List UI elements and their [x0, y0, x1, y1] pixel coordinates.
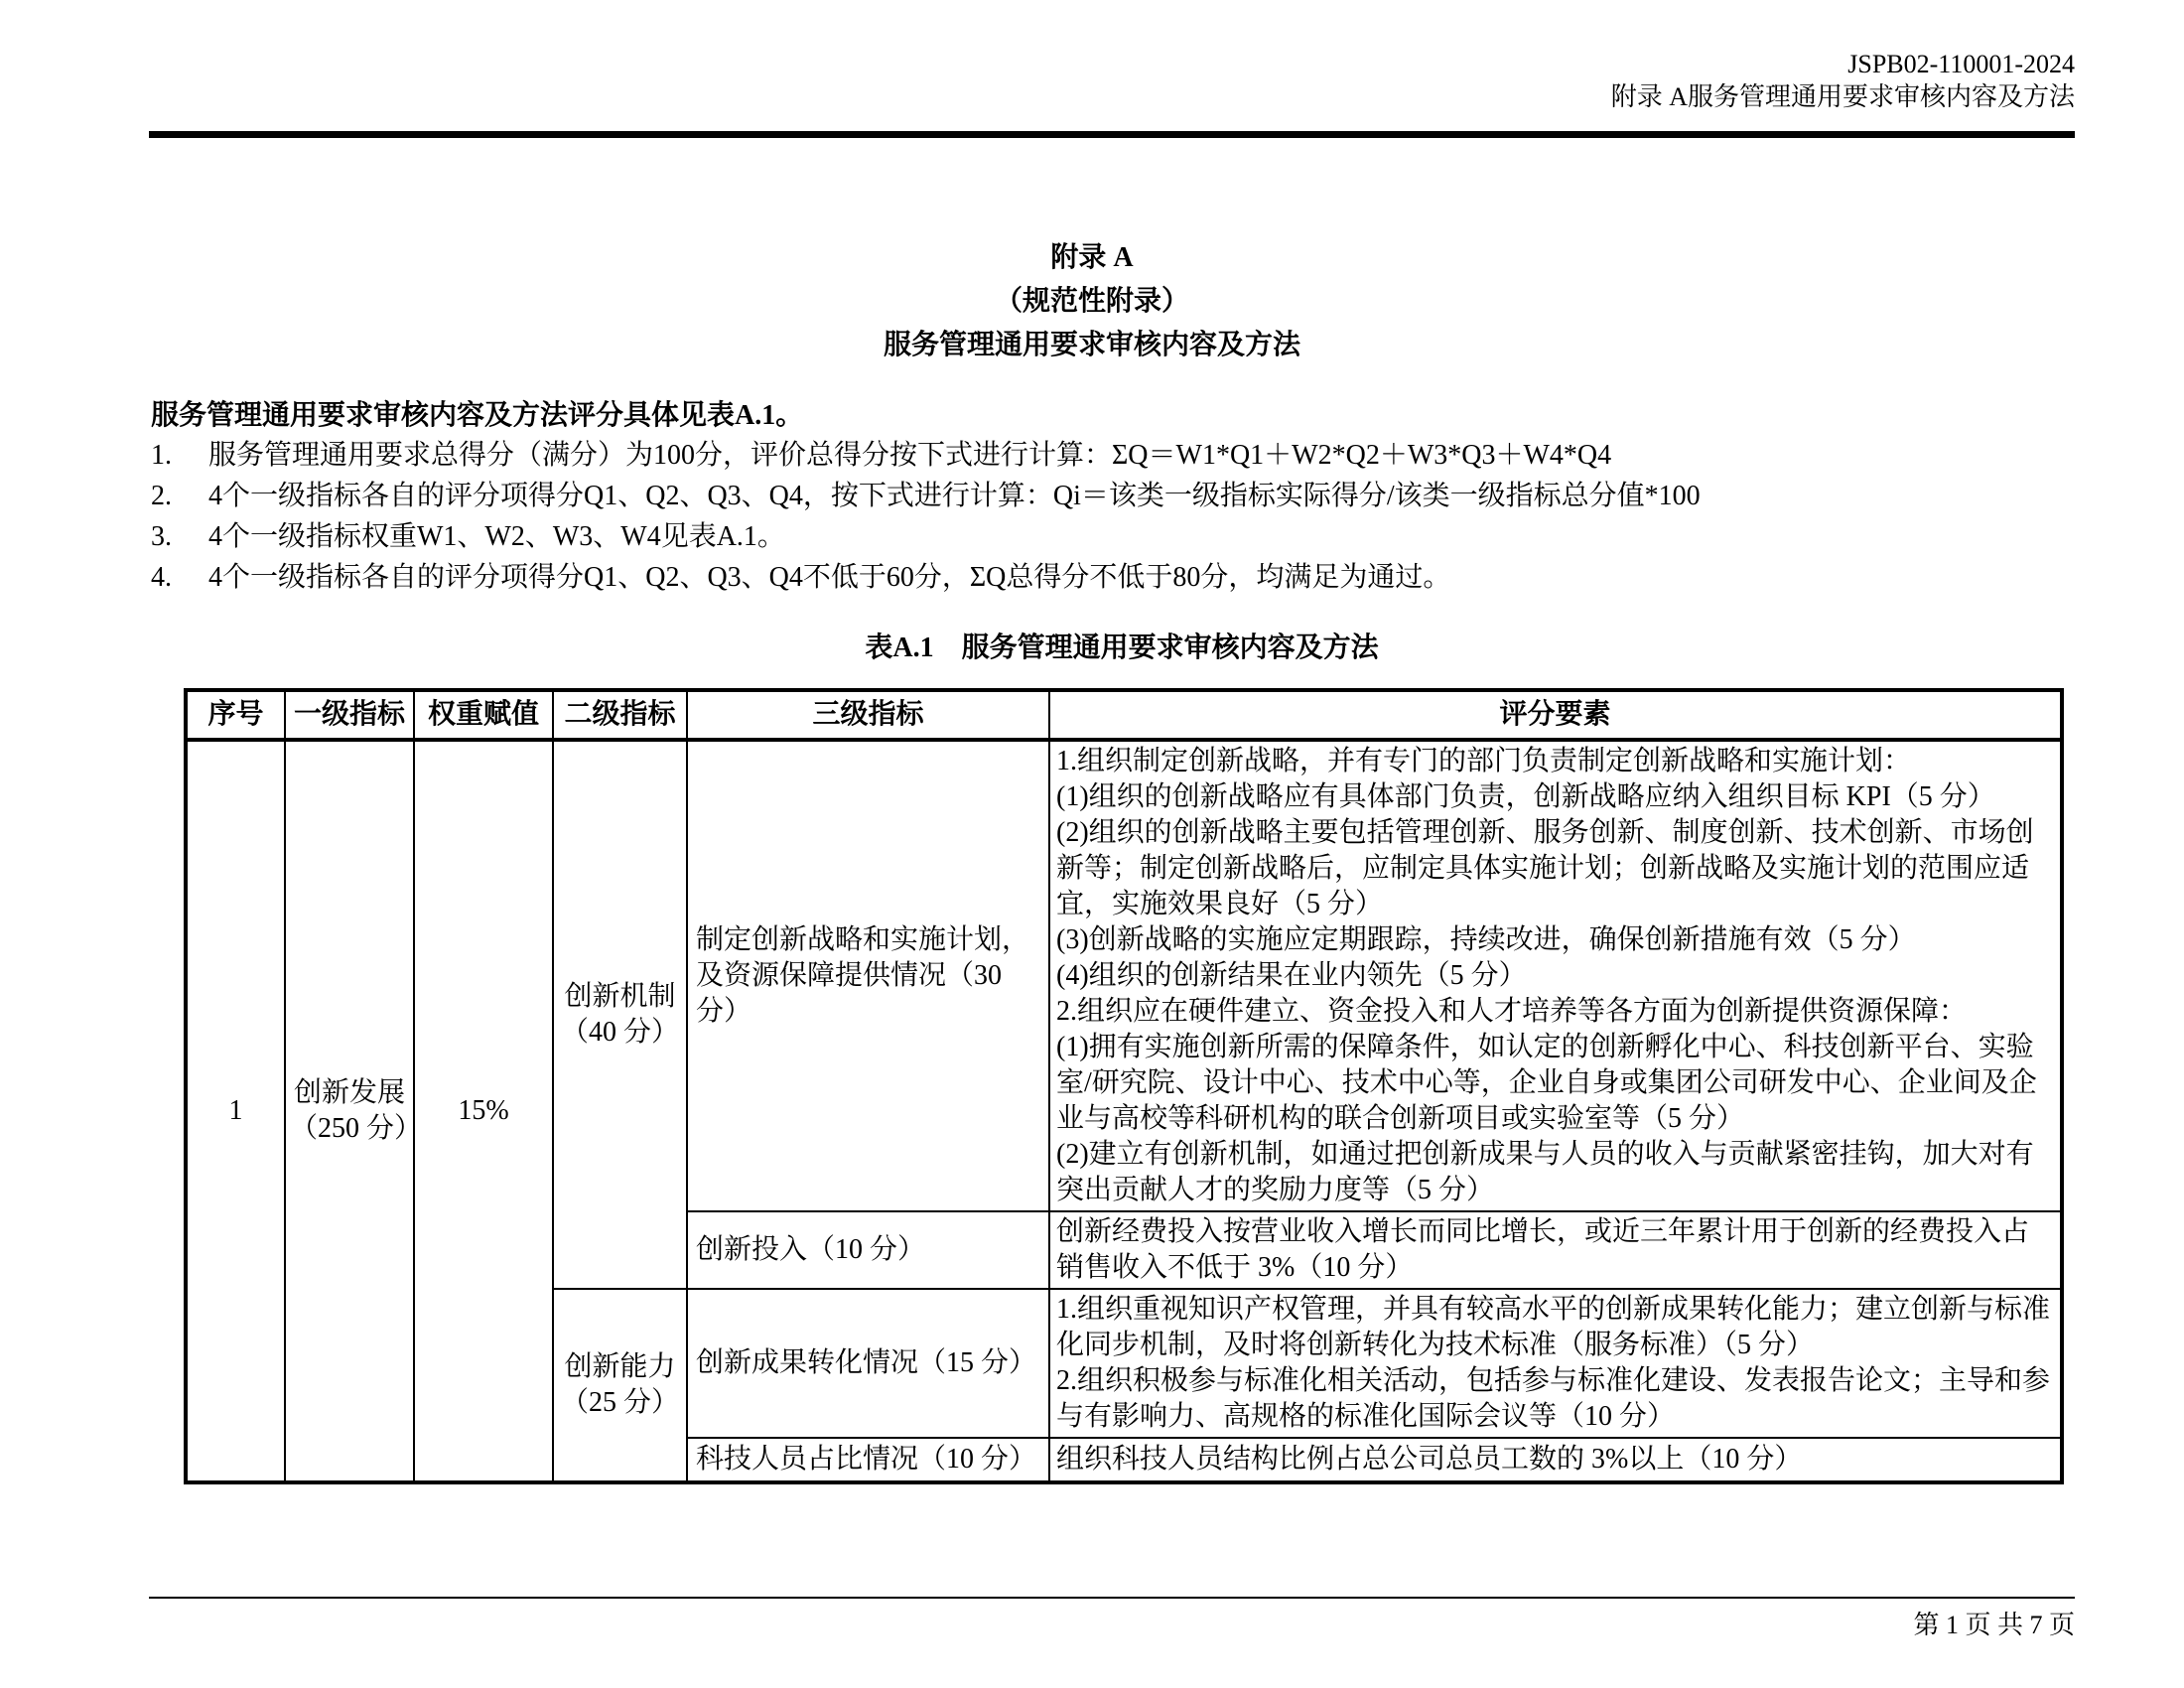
criteria-item: (1)组织的创新战略应有具体部门负责，创新战略应纳入组织目标 KPI（5 分）	[1056, 781, 1995, 812]
intro-paragraph: 服务管理通用要求审核内容及方法评分具体见表A.1。	[151, 400, 804, 431]
cell-criteria	[1049, 1211, 2062, 1289]
list-item-number: 4.	[151, 562, 172, 593]
cell-criteria	[1049, 1438, 2062, 1482]
criteria-item: 2.组织积极参与标准化相关活动，包括参与标准化建设、发表报告论文；主导和参与有影响力、高规格的标准化国际会议等（10 分）	[1056, 1365, 2051, 1432]
criteria-item: (3)创新战略的实施应定期跟踪，持续改进，确保创新措施有效（5 分）	[1056, 924, 1916, 955]
doc-number: JSPB02-110001-2024	[1847, 50, 2075, 78]
cell-level3: 创新投入（10 分）	[687, 1211, 1049, 1289]
list-item-number: 2.	[151, 481, 172, 511]
cell-level2-innovation-mechanism: 创新机制（40 分）	[553, 740, 687, 1289]
column-header-seq: 序号	[186, 690, 285, 740]
cell-level1: 创新发展（250 分）	[285, 740, 414, 1482]
doc-header	[1611, 48, 2075, 113]
table-caption: 表A.1 服务管理通用要求审核内容及方法	[865, 633, 1379, 663]
title-line-1: 附录 A	[1050, 242, 1134, 273]
list-item-text: 4个一级指标权重W1、W2、W3、W4见表A.1。	[208, 521, 785, 552]
cell-seq: 1	[186, 740, 285, 1482]
criteria-item: (4)组织的创新结果在业内领先（5 分）	[1056, 960, 1527, 991]
criteria-item: 1.组织重视知识产权管理，并具有较高水平的创新成果转化能力；建立创新与标准化同步机制，及时将创新转化为技术标准（服务标准）（5 分）	[1056, 1294, 2051, 1360]
header-rule	[149, 131, 2075, 138]
column-header-level2: 二级指标	[553, 690, 687, 740]
criteria-item: (1)拥有实施创新所需的保障条件，如认定的创新孵化中心、科技创新平台、实验室/研究院、设计中心、技术中心等，企业自身或集团公司研发中心、企业间及企业与高校等科研机构的联合创新项目或实验室等（5 分）	[1056, 1032, 2037, 1134]
list-item-text: 服务管理通用要求总得分（满分）为100分，评价总得分按下式进行计算：ΣQ＝W1*Q1＋W2*Q2＋W3*Q3＋W4*Q4	[208, 440, 1612, 471]
list-item-number: 3.	[151, 521, 172, 552]
doc-header-title: 附录 A服务管理通用要求审核内容及方法	[1610, 82, 2075, 111]
footer-rule	[149, 1597, 2075, 1599]
title-line-3: 服务管理通用要求审核内容及方法	[883, 330, 1300, 360]
list-item	[151, 516, 2075, 557]
criteria-item: (2)组织的创新战略主要包括管理创新、服务创新、制度创新、技术创新、市场创新等；制定创新战略后，应制定具体实施计划；创新战略及实施计划的范围应适宜，实施效果良好（5 分）	[1056, 817, 2034, 919]
cell-criteria	[1049, 740, 2062, 1211]
cell-level3: 科技人员占比情况（10 分）	[687, 1438, 1049, 1482]
list-item	[151, 476, 2075, 516]
criteria-item: 创新经费投入按营业收入增长而同比增长，或近三年累计用于创新的经费投入占销售收入不低于 3%（10 分）	[1056, 1216, 2030, 1283]
list-item	[151, 557, 2075, 598]
cell-criteria	[1049, 1289, 2062, 1438]
appendix-title	[0, 236, 2184, 367]
criteria-item: (2)建立有创新机制，如通过把创新成果与人员的收入与贡献紧密挂钩，加大对有突出贡献人才的奖励力度等（5 分）	[1056, 1139, 2034, 1205]
column-header-weight: 权重赋值	[414, 690, 553, 740]
list-item-text: 4个一级指标各自的评分项得分Q1、Q2、Q3、Q4，按下式进行计算：Qi＝该类一级指标实际得分/该类一级指标总分值*100	[208, 481, 1701, 511]
cell-level2-innovation-capability: 创新能力（25 分）	[553, 1289, 687, 1482]
list-item-text: 4个一级指标各自的评分项得分Q1、Q2、Q3、Q4不低于60分，ΣQ总得分不低于80分，均满足为通过。	[208, 562, 1451, 593]
title-line-2: （规范性附录）	[994, 286, 1189, 317]
column-header-criteria: 评分要素	[1049, 690, 2062, 740]
notes-list	[151, 435, 2075, 598]
criteria-item: 组织科技人员结构比例占总公司总员工数的 3%以上（10 分）	[1056, 1444, 1803, 1475]
criteria-item: 1.组织制定创新战略，并有专门的部门负责制定创新战略和实施计划：	[1056, 746, 1912, 776]
cell-weight: 15%	[414, 740, 553, 1482]
column-header-level3: 三级指标	[687, 690, 1049, 740]
cell-level3: 创新成果转化情况（15 分）	[687, 1289, 1049, 1438]
table-header-row	[186, 690, 2062, 740]
page-indicator: 第 1 页 共 7 页	[1913, 1611, 2075, 1639]
list-item-number: 1.	[151, 440, 172, 471]
criteria-item: 2.组织应在硬件建立、资金投入和人才培养等各方面为创新提供资源保障：	[1056, 996, 1968, 1027]
review-table	[184, 688, 2064, 1484]
list-item	[151, 435, 2075, 476]
cell-level3: 制定创新战略和实施计划，及资源保障提供情况（30 分）	[687, 740, 1049, 1211]
column-header-level1: 一级指标	[285, 690, 414, 740]
table-row	[186, 740, 2062, 1211]
